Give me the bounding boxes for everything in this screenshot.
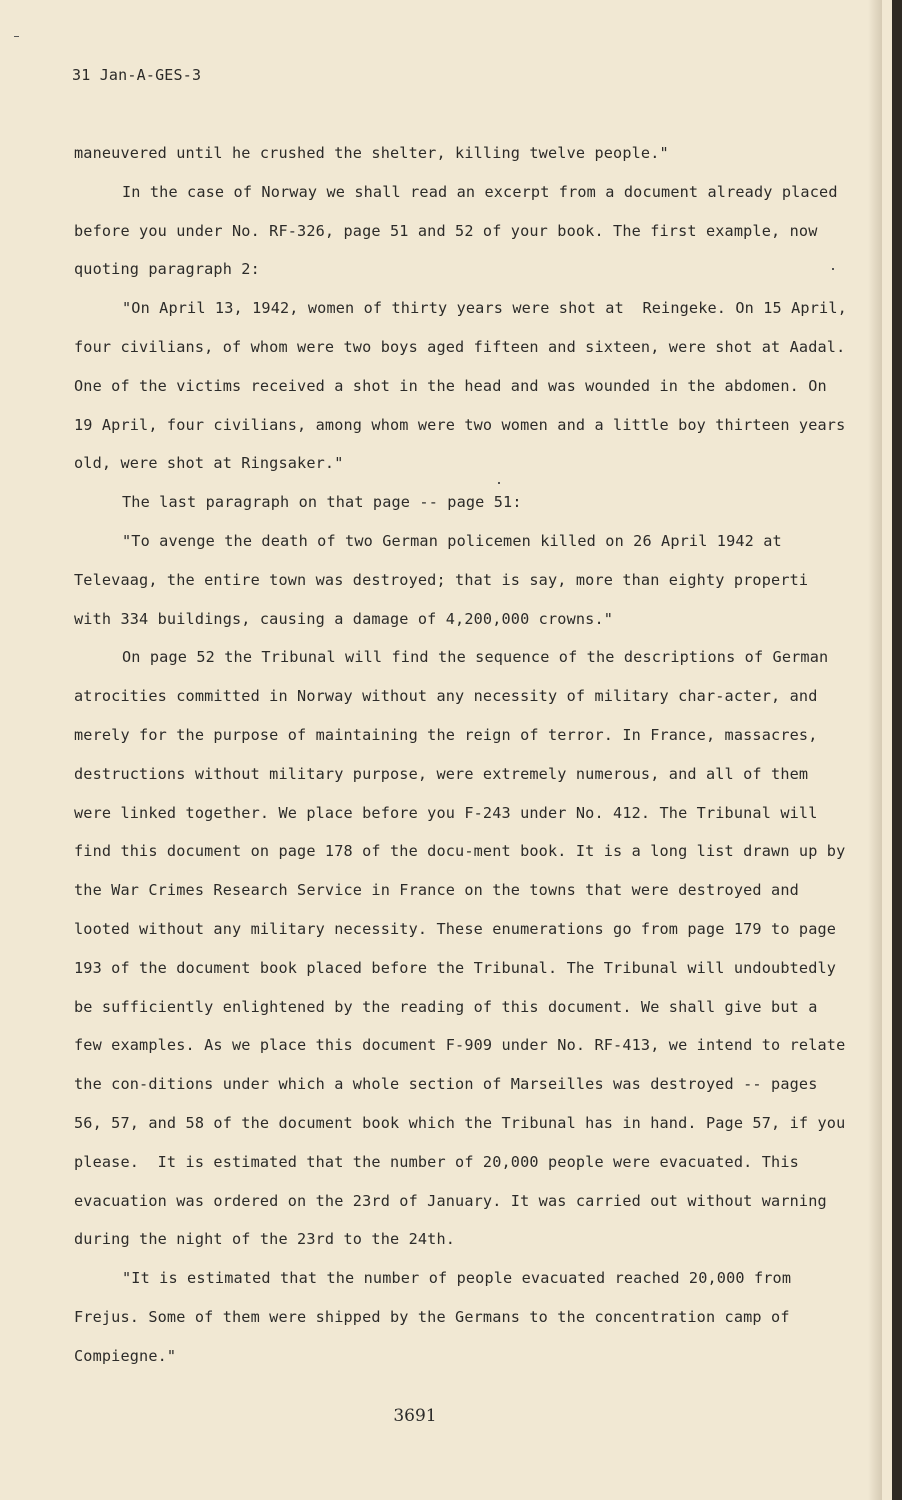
document-reference: 31 Jan-A-GES-3 [72,66,202,84]
page-edge-shadow [868,0,882,1500]
paragraph: "To avenge the death of two German policemen killed on 26 April 1942 at Televaag, the entire town was destroyed; that is say, more than eighty properti with 334 buildings, causing a damage of 4,200,000 crowns." [74,531,818,628]
margin-tick-top [14,36,19,37]
paragraph: "On April 13, 1942, women of thirty years were shot at Reingeke. On 15 April, four civilians, of whom were two boys aged fifteen and sixteen, were shot at Aadal. One of the victims received a shot in the head and was wounded in the abdomen. On 19 April, four civilians, among whom were two women and a little boy thirteen years old, were shot at Ringsaker." [74,299,857,473]
paragraph: On page 52 the Tribunal will find the sequence of the descriptions of German atrocities committed in Norway without any necessity of military char-acter, and merely for the purpose of maintaining the reign of terror. In France, massacres, destructions without military purpose, were extremely numerous, and all of them were linked together. We place before you F-243 under No. 412. The Tribunal will find this document on page 178 of the docu-ment book. It is a long list drawn up by the War Crimes Research Service in France on the towns that were destroyed and looted without any military necessity. These enumerations go from page 179 to page 193 of the document book placed before the Tribunal. The Tribunal will undoubtedly be sufficiently enlightened by the reading of this document. We shall give but a few examples. As we place this document F-909 under No. RF-413, we intend to relate the con-ditions under which a whole section of Marseilles was destroyed -- pages 56, 57, and 58 of the document book which the Tribunal has in hand. Page 57, if you please. It is estimated that the number of 20,000 people were evacuated. This evacuation was ordered on the 23rd of January. It was carried out without warning during the night of the 23rd to the 24th. [74,648,855,1249]
paragraph: "It is estimated that the number of people evacuated reached 20,000 from Frejus. Some of them were shipped by the Germans to the concentration camp of Compiegne." [74,1269,801,1365]
paragraph: In the case of Norway we shall read an excerpt from a document already placed before you under No. RF-326, page 51 and 52 of your book. The first example, now quoting paragraph 2: [74,182,847,279]
paragraph: maneuvered until he crushed the shelter, killing twelve people." [74,144,669,162]
paragraph: The last paragraph on that page -- page 51: [122,493,522,512]
page-number: 3691 [393,1406,437,1426]
document-body [74,134,857,1376]
